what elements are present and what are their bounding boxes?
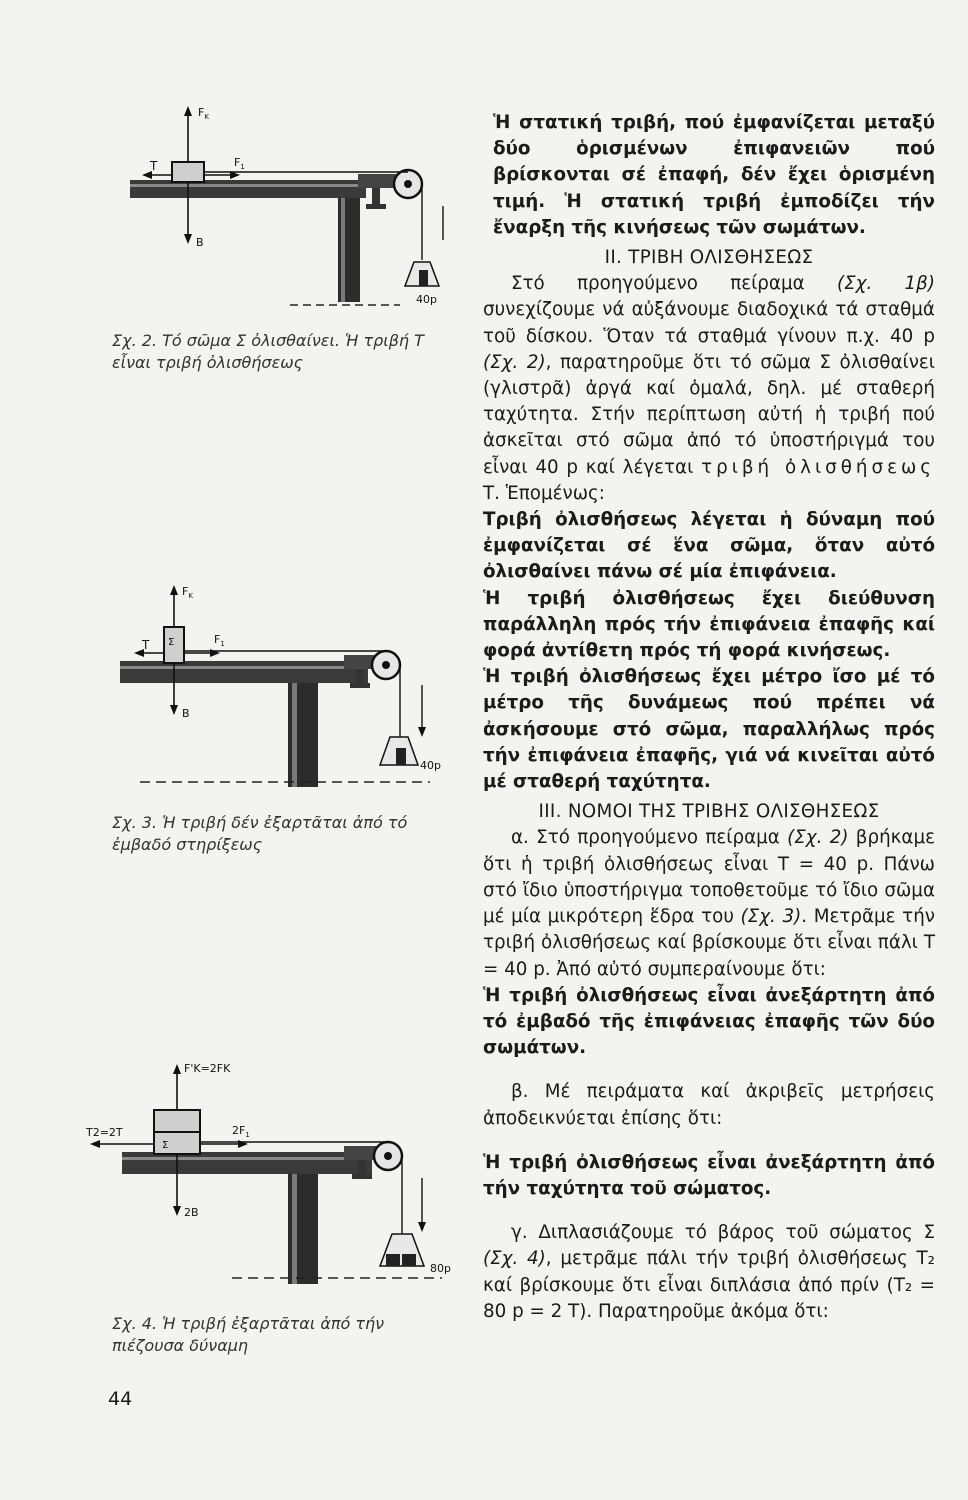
term-sliding-friction: τριβή ὀλισθήσεως <box>701 456 936 478</box>
definition-3: Ἡ τριβή ὀλισθήσεως ἔχει μέτρο ἴσο μέ τό μέτρο τῆς δυνάμεως πού πρέπει νά ἀσκήσουμε στό σῶμα, παραλλήλως πρός τήν ἐπιφάνεια ἐπαφῆς, γιά νά κινεῖται αὐτό μέ σταθερή ταχύτητα. <box>483 666 935 793</box>
law-2: Ἡ τριβή ὀλισθήσεως εἶναι ἀνεξάρτητη ἀπό τήν ταχύτητα τοῦ σώματος. <box>483 1151 935 1199</box>
fig3-fk-label: $F_K$ <box>182 585 193 600</box>
figure-2-diagram <box>110 100 470 325</box>
definition-2: Ἡ τριβή ὀλισθήσεως ἔχει διεύθυνση παράλληλη πρός τήν ἐπιφάνεια ἐπαφῆς καί φορά ἀντίθετη πρός τή φορά κινήσεως. <box>483 587 935 662</box>
fig4-sigma-label: Σ <box>162 1140 169 1151</box>
figure-3-caption: Σχ. 3. Ἡ τριβή δέν ἐξαρτᾶται ἀπό τό ἐμβαδό στηρίξεως <box>112 813 408 854</box>
fig2-b-label: B <box>196 236 204 249</box>
sliding-friction-intro: Στό προηγούμενο πείραμα (Σχ. 1β) συνεχίζουμε νά αὐξάνουμε διαδοχικά τά σταθμά τοῦ δίσκου. Ὅταν τά σταθμά γίνουν π.χ. 40 p (Σχ. 2), παρατηροῦμε ὅτι τό σῶμα Σ ὀλισθαίνει (γλιστρᾶ) ἀργά καί ὁμαλά, δηλ. μέ σταθερή ταχύτητα. Στήν περίπτωση αὐτή ἡ τριβή πού ἀσκεῖται στό σῶμα ἀπό τό ὑποστήριγμά του εἶναι 40 p καί λέγεται τριβή ὀλισθήσεως Τ. Ἑπομένως: <box>483 273 936 504</box>
figure-2 <box>110 100 470 325</box>
law-c-paragraph: γ. Διπλασιάζουμε τό βάρος τοῦ σώματος Σ (Σχ. 4), μετρᾶμε πάλι τήν τριβή ὀλισθήσεως Τ₂ καί βρίσκουμε ὅτι εἶναι διπλάσια ἀπό πρίν (Τ₂ = 80 p = 2 Τ). Παρατηροῦμε ἀκόμα ὅτι: <box>483 1222 935 1322</box>
page-number: 44 <box>108 1388 133 1410</box>
fig3-b-label: B <box>182 707 190 720</box>
text-column <box>483 110 935 1325</box>
fig2-f1-label: $F_1$ <box>234 156 245 171</box>
fig4-f1-label: $2F_1$ <box>232 1124 250 1139</box>
static-friction-paragraph: Ἡ στατική τριβή, πού ἐμφανίζεται μεταξύ δύο ὁρισμένων ἐπιφανειῶν πού βρίσκονται σέ ἐπαφή, δέν ἔχει ὁρισμένη τιμή. Ἡ στατική τριβή ἐμποδίζει τήν ἔναρξη τῆς κινήσεως τῶν σωμάτων. <box>493 112 935 238</box>
fig4-b-label: 2B <box>184 1206 199 1219</box>
fig3-f1-label: $F_1$ <box>214 633 225 648</box>
law-b-paragraph: β. Μέ πειράματα καί ἀκριβεῖς μετρήσεις ἀποδεικνύεται ἐπίσης ὅτι: <box>483 1081 935 1129</box>
law-a-paragraph: α. Στό προηγούμενο πείραμα (Σχ. 2) βρήκαμε ὅτι ἡ τριβή ὀλισθήσεως εἶναι Τ = 40 p. Πάνω στό ἴδιο ὑποστήριγμα τοποθετοῦμε τό ἴδιο σῶμα μέ μία μικρότερη ἕδρα του (Σχ. 3). Μετρᾶμε τήν τριβή ὀλισθήσεως καί βρίσκουμε ὅτι εἶναι πάλι Τ = 40 p. Ἀπό αὐτό συμπεραίνουμε ὅτι: <box>483 827 935 980</box>
figure-4-caption: Σχ. 4. Ἡ τριβή ἐξαρτᾶται ἀπό τήν πιέζουσα δύναμη <box>112 1314 385 1355</box>
fig3-weight-label: 40p <box>420 759 441 772</box>
fig2-t-label: T <box>150 159 158 173</box>
fig3-t-label: T <box>142 638 150 652</box>
figure-2-caption: Σχ. 2. Τό σῶμα Σ ὀλισθαίνει. Ἡ τριβή Τ εἶναι τριβή ὀλισθήσεως <box>112 331 424 372</box>
figure-4-diagram <box>82 1058 462 1298</box>
definition-1: Τριβή ὀλισθήσεως λέγεται ἡ δύναμη πού ἐμφανίζεται σέ ἕνα σῶμα, ὅταν αὐτό ὀλισθαίνει πάνω σέ μία ἐπιφάνεια. <box>483 509 935 583</box>
law-1: Ἡ τριβή ὀλισθήσεως εἶναι ἀνεξάρτητη ἀπό τό ἐμβαδό τῆς ἐπιφάνειας ἐπαφῆς τῶν δύο σωμάτων. <box>483 984 935 1059</box>
fig3-sigma-label: Σ <box>168 637 175 648</box>
figure-3 <box>110 585 470 795</box>
section-heading-2: II. ΤΡΙΒΗ ΟΛΙΣΘΗΣΕΩΣ <box>604 247 814 269</box>
figure-4 <box>82 1058 462 1298</box>
fig4-fk-label: F'K=2FK <box>184 1062 231 1075</box>
fig4-t-label: T2=2T <box>86 1126 123 1139</box>
section-heading-3: III. ΝΟΜΟΙ ΤΗΣ ΤΡΙΒΗΣ ΟΛΙΣΘΗΣΕΩΣ <box>538 801 880 823</box>
fig2-fk-label: $F_K$ <box>198 106 209 121</box>
figure-3-diagram <box>110 585 470 795</box>
fig2-weight-label: 40p <box>416 293 437 306</box>
fig4-weight-label: 80p <box>430 1262 451 1275</box>
